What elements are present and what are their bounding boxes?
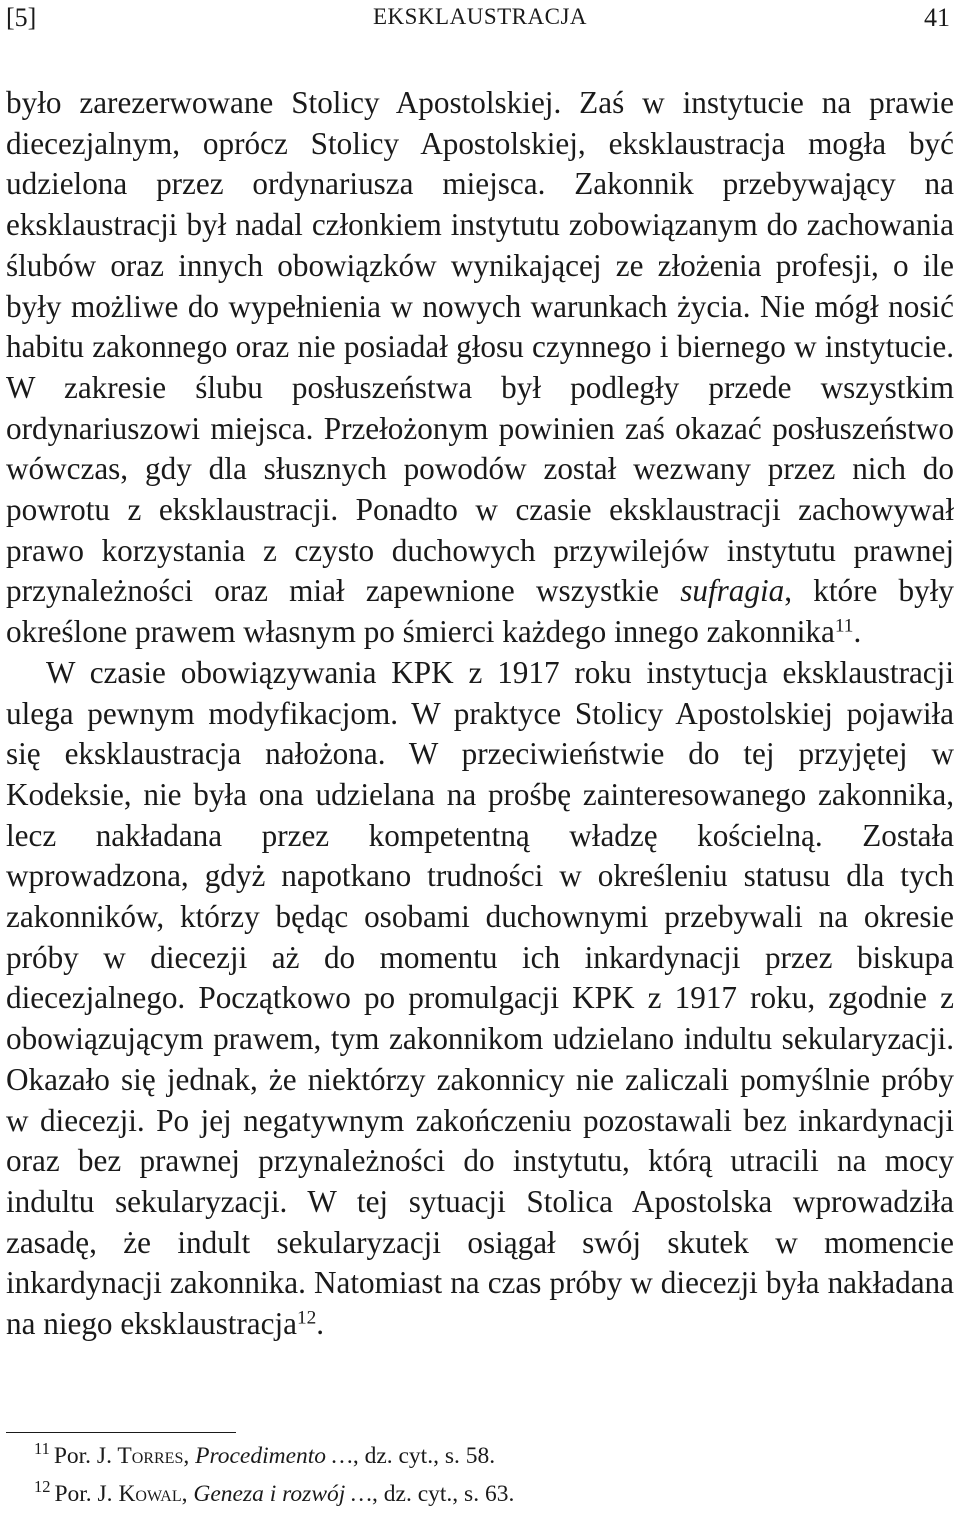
paragraph-1-end: . (853, 614, 862, 650)
author-initial: K (118, 1481, 136, 1507)
cited-title: Geneza i rozwój … (193, 1481, 373, 1507)
cited-title: Procedimento … (195, 1443, 353, 1469)
paragraph-2-end: . (316, 1306, 325, 1342)
footnote-11 (34, 1437, 934, 1475)
paragraph-2-text: W czasie obowiązywania KPK z 1917 roku instytucja eksklaustracji ulega pewnym modyfikacjom. W praktyce Stolicy Apostolskiej pojawiła się eksklaustracja nałożona. W przeciwieństwie do tej przyjętej w Kodeksie, nie była ona udzielana na prośbę zainteresowanego zakonnika, lecz nakładana przez kompetentną władzę kościelną. Została wprowadzona, gdyż napotkano trudności w określeniu statusu dla tych zakonników, którzy będąc osobami duchownymi przebywali na okresie próby w diecezji aż do momentu ich inkardynacji przez biskupa diecezjalnego. Początkowo po promulgacji KPK z 1917 roku, zgodnie z obowiązującym prawem, tym zakonnikom udzielano indultu sekularyzacji. Okazało się jednak, że niektórzy zakonnicy nie zaliczali pomyślnie próby w diecezji. Po jej negatywnym zakończeniu pozostawali bez inkardynacji oraz bez prawnej przynależności do instytutu, którą utracili na mocy indultu sekularyzacji. W tej sytuacji Stolica Apostolska wprowadziła zasadę, że indult sekularyzacji osiągał swój skutek w momencie inkardynacji zakonnika. Natomiast na czas próby w diecezji była nakładana na niego eksklaustracja (6, 654, 954, 1342)
italic-term-sufragia: sufragia (680, 573, 785, 609)
paragraph-2 (6, 653, 954, 1345)
footnote-prefix: Por. J. (53, 1443, 118, 1469)
chapter-title: EKSKLAUSTRACJA (372, 4, 588, 29)
footnote-12 (34, 1475, 934, 1513)
footnote-number: 11 (34, 1438, 50, 1458)
footnote-ref-12[interactable]: 12 (296, 1307, 317, 1329)
body-text (6, 83, 954, 1345)
page-number: 41 (924, 3, 950, 32)
paragraph-1 (6, 83, 954, 653)
paragraph-1-text-a: było zarezerwowane Stolicy Apostolskiej. Zaś w instytucie na prawie diecezjalnym, oprócz Stolicy Apostolskiej, eksklaustracja mogła być udzielona przez ordynariusza miejsca. Zakonnik przebywający na eksklaustracji był nadal członkiem instytutu zobowiązanym do zachowania ślubów oraz innych obowiązków wynikającej ze złożenia profesji, o ile były możliwe do wypełnienia w nowych warunkach życia. Nie mógł nosić habitu zakonnego oraz nie posiadał głosu czynnego i biernego w instytucie. W zakresie ślubu posłuszeństwa był podległy przede wszystkim ordynariuszowi miejsca. Przełożonym powinien zaś okazać posłuszeństwo wówczas, gdy dla słusznych powodów został wezwany przez nich do powrotu z eksklaustracji. Ponadto w czasie eksklaustracji zachowywał prawo korzystania z czysto duchowych przywilejów instytutu prawnej przynależności oraz miał zapewnione wszystkie (6, 85, 954, 609)
footnote-citation: , dz. cyt., s. 63. (372, 1481, 515, 1507)
footnote-prefix: Por. J. (54, 1481, 119, 1507)
footnote-separator (6, 1432, 236, 1433)
footnote-separator-comma: , (183, 1443, 196, 1469)
footnotes (34, 1437, 934, 1513)
footnote-ref-11[interactable]: 11 (834, 615, 854, 637)
running-head (6, 0, 954, 40)
author-surname: orres (131, 1443, 184, 1469)
footnote-separator-comma: , (181, 1481, 194, 1507)
footnote-number: 12 (34, 1476, 51, 1496)
footnote-citation: , dz. cyt., s. 58. (352, 1443, 496, 1469)
author-surname: owal (135, 1481, 182, 1507)
section-number: [5] (6, 3, 37, 32)
author-initial: T (117, 1443, 132, 1469)
paragraph-1-text-b: , które były określone prawem własnym po śmierci każdego innego zakonnika (6, 573, 955, 650)
